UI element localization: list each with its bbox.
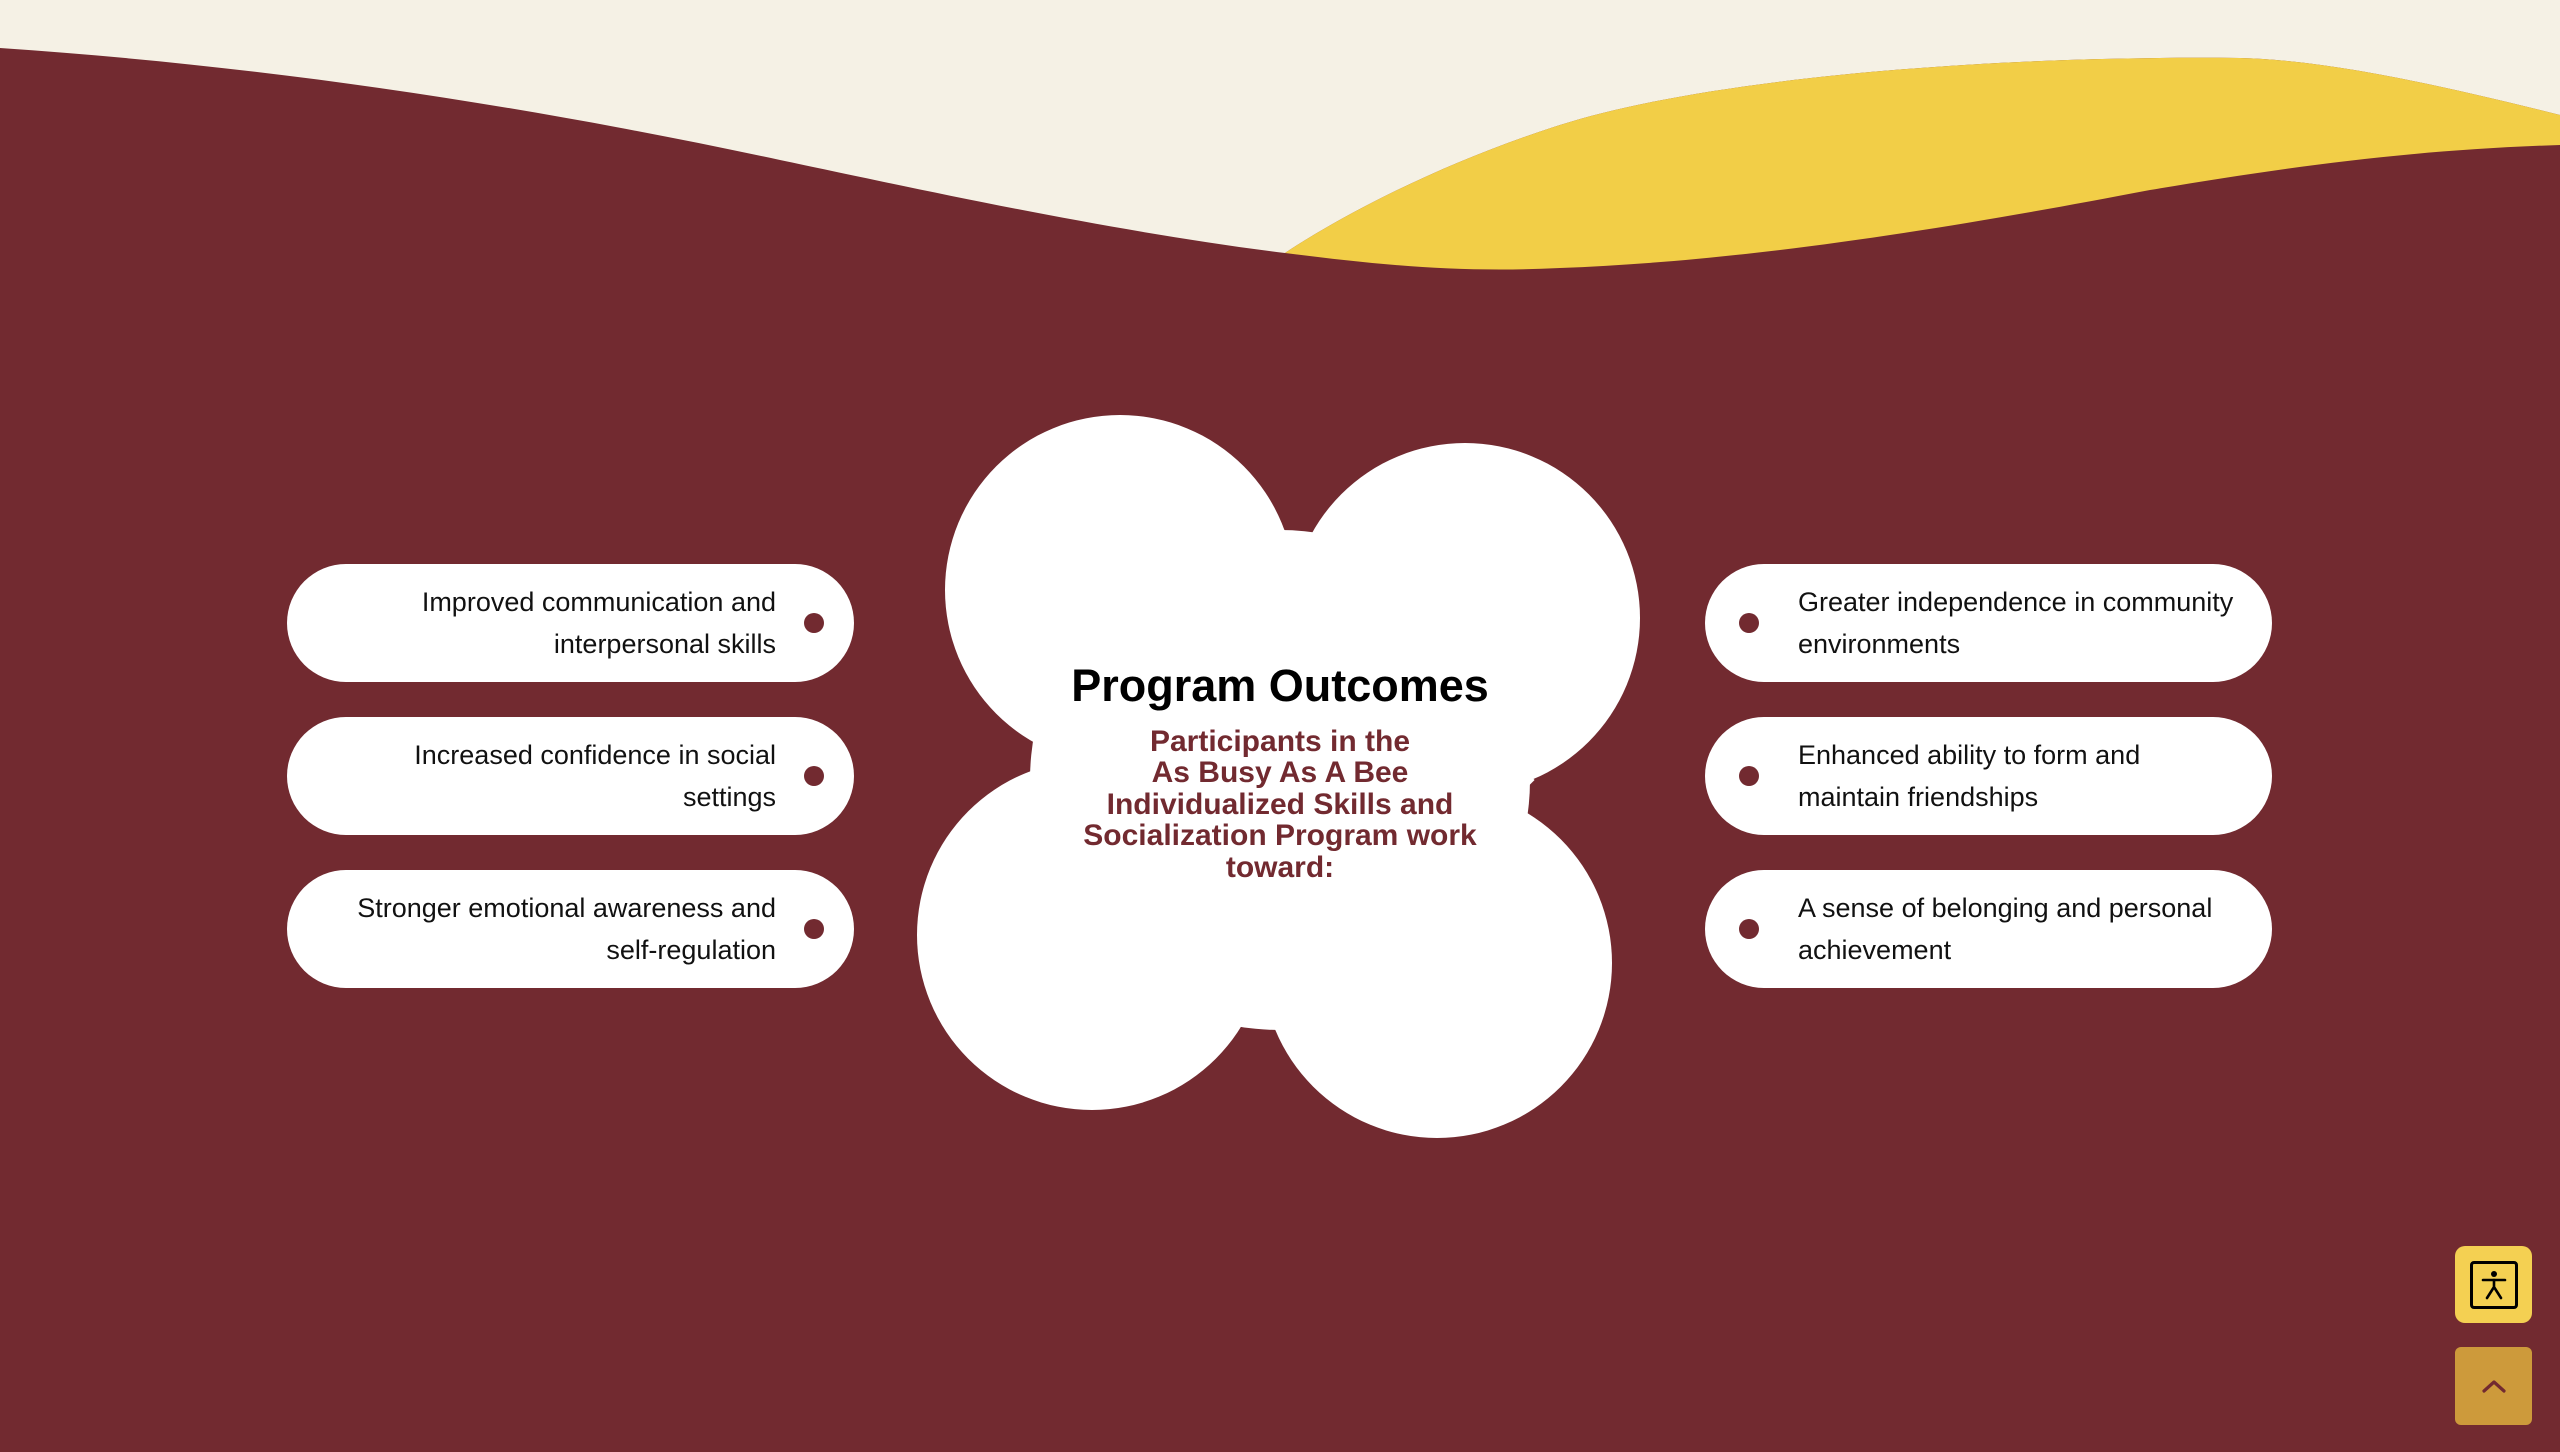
outcomes-subtitle-line: Individualized Skills and: [1106, 787, 1454, 821]
outcomes-subtitle: [1030, 726, 1530, 884]
outcome-pill-text: [357, 887, 776, 971]
accessibility-person-icon: [2481, 1270, 2507, 1300]
outcome-pill-communication: [287, 564, 854, 682]
outcomes-subtitle-line: toward:: [1225, 850, 1335, 884]
bullet-dot-icon: [804, 613, 824, 633]
outcomes-subtitle-line: Socialization Program work: [1083, 819, 1477, 853]
outcome-text-line: Enhanced ability to form and: [1798, 740, 2141, 770]
outcome-pill-text: [414, 734, 776, 818]
bullet-dot-icon: [804, 919, 824, 939]
back-to-top-button[interactable]: [2455, 1347, 2532, 1425]
outcomes-subtitle-line: As Busy As A Bee: [1151, 756, 1409, 790]
outcome-pill-independence: [1705, 564, 2272, 682]
outcome-text-line: interpersonal skills: [553, 629, 776, 659]
outcome-text-line: Greater independence in community: [1798, 587, 2234, 617]
outcome-text-line: Increased confidence in social: [414, 740, 776, 770]
outcome-text-line: Stronger emotional awareness and: [357, 893, 776, 923]
outcome-text-line: achievement: [1798, 935, 1952, 965]
outcome-pill-text: [422, 581, 776, 665]
outcome-text-line: A sense of belonging and personal: [1798, 893, 2213, 923]
outcome-text-line: self-regulation: [606, 935, 776, 965]
outcome-pill-text: [1798, 734, 2140, 818]
outcome-text-line: environments: [1798, 629, 1961, 659]
chevron-up-icon: [2481, 1378, 2507, 1394]
outcome-pill-emotional-awareness: [287, 870, 854, 988]
decorative-wave-header: [0, 0, 2560, 300]
accessibility-icon-frame: [2470, 1261, 2518, 1309]
outcome-pill-confidence: [287, 717, 854, 835]
outcome-text-line: settings: [682, 782, 776, 812]
bullet-dot-icon: [1739, 919, 1759, 939]
bullet-dot-icon: [1739, 766, 1759, 786]
outcomes-title: Program Outcomes: [1071, 660, 1489, 711]
outcomes-subtitle-line: Participants in the: [1149, 724, 1411, 758]
outcome-pill-friendships: [1705, 717, 2272, 835]
outcome-text-line: maintain friendships: [1798, 782, 2039, 812]
accessibility-button[interactable]: [2455, 1246, 2532, 1323]
outcome-pill-text: [1798, 581, 2233, 665]
outcome-pill-belonging: [1705, 870, 2272, 988]
bullet-dot-icon: [1739, 613, 1759, 633]
bullet-dot-icon: [804, 766, 824, 786]
outcome-text-line: Improved communication and: [421, 587, 776, 617]
outcomes-center-text: [1030, 660, 1530, 883]
outcome-pill-text: [1798, 887, 2212, 971]
